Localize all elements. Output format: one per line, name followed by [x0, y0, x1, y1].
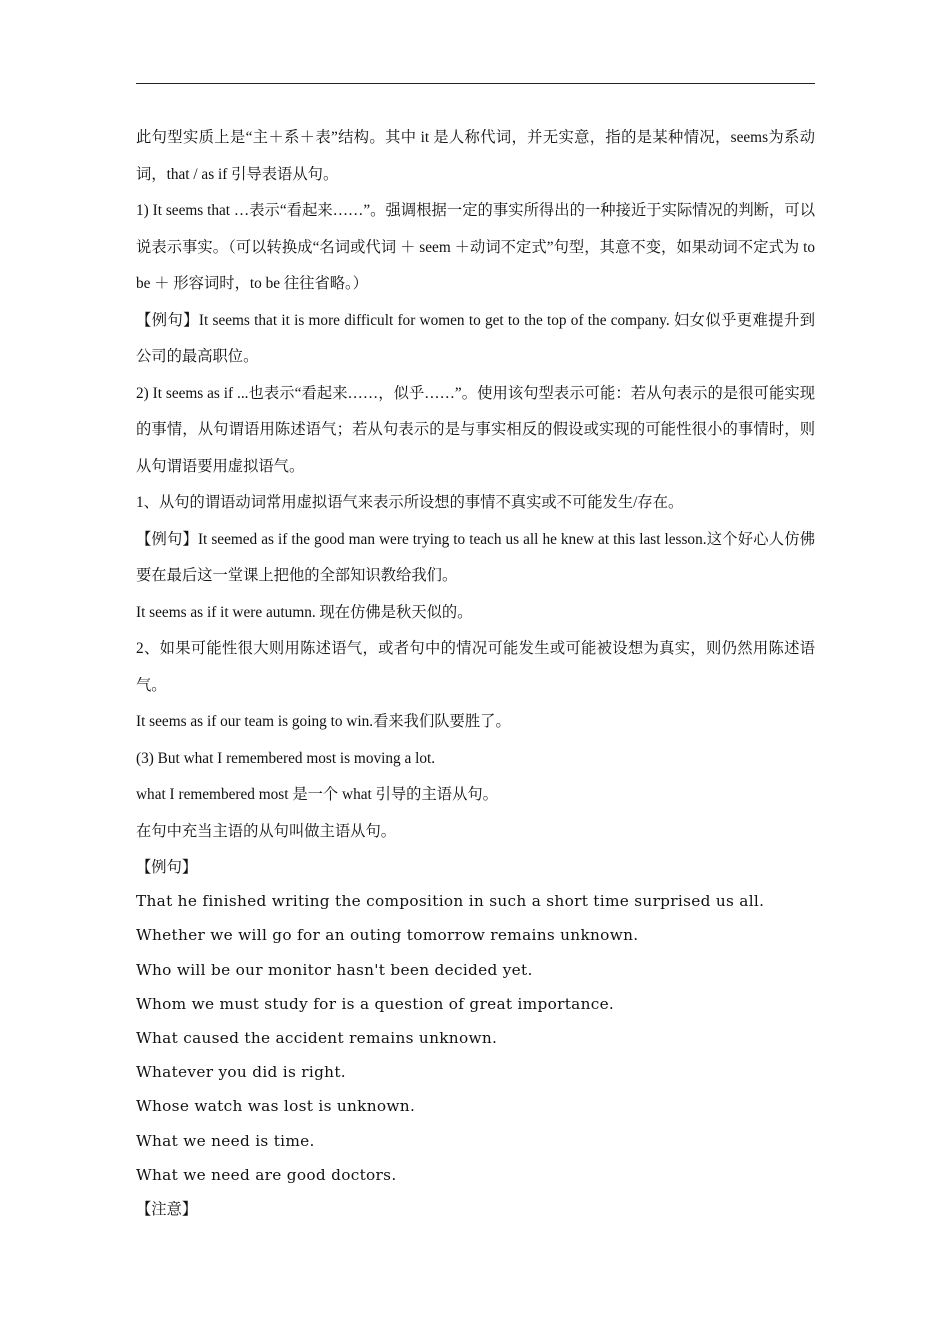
paragraph-example-1: 【例句】It seems that it is more difficult for women to get to the top of the company. 妇女似乎更难提升到公司的最高职位。 [136, 311, 815, 365]
paragraph-subject-clause-definition: 在句中充当主语的从句叫做主语从句。 [136, 822, 397, 840]
example-sentence: Whom we must study for is a question of great importance. [136, 994, 615, 1013]
note-heading: 【注意】 [136, 1199, 198, 1218]
paragraph-it-seems-that: 1) It seems that …表示“看起来……”。强调根据一定的事实所得出的一种接近于实际情况的判断，可以说表示事实。（可以转换成“名词或代词 ＋ seem ＋动词不定式”句型，其意不变，如果动词不定式为 to be ＋ 形容词时，to be 往往省略。） [136, 202, 815, 292]
document-body [136, 120, 815, 1226]
paragraph-it-seems-as-if: 2) It seems as if ...也表示“看起来……，似乎……”。使用该句型表示可能：若从句表示的是很可能实现的事情，从句谓语用陈述语气；若从句表示的是与事实相反的假设或实现的可能性很小的事情时，则从句谓语要用虚拟语气。 [136, 384, 815, 475]
paragraph-rule-2: 2、如果可能性很大则用陈述语气，或者句中的情况可能发生或可能被设想为真实，则仍然用陈述语气。 [136, 640, 815, 694]
example-heading: 【例句】 [136, 858, 198, 876]
paragraph-section-3: (3) But what I remembered most is moving a lot. [136, 749, 436, 767]
example-sentence: That he finished writing the composition in such a short time surprised us all. [136, 892, 765, 911]
example-sentence: What we need are good doctors. [136, 1165, 397, 1184]
example-sentence: Whatever you did is right. [136, 1063, 346, 1082]
example-sentence: Who will be our monitor hasn't been decided yet. [136, 960, 533, 979]
example-sentence: Whose watch was lost is unknown. [136, 1097, 416, 1116]
paragraph-example-2: 【例句】It seemed as if the good man were trying to teach us all he knew at this last lesson.这个好心人仿佛要在最后这一堂课上把他的全部知识教给我们。 [136, 530, 815, 584]
paragraph-example-4: It seems as if our team is going to win.看来我们队要胜了。 [136, 713, 511, 730]
example-sentence: What we need is time. [136, 1131, 315, 1150]
example-sentence: Whether we will go for an outing tomorrow remains unknown. [136, 926, 639, 945]
header-rule [136, 83, 815, 84]
paragraph-example-3: It seems as if it were autumn. 现在仿佛是秋天似的。 [136, 603, 473, 621]
paragraph-rule-1: 1、从句的谓语动词常用虚拟语气来表示所设想的事情不真实或不可能发生/存在。 [136, 494, 684, 511]
paragraph-sentence-pattern: 此句型实质上是“主＋系＋表”结构。其中 it 是人称代词，并无实意，指的是某种情况，seems为系动词，that / as if 引导表语从句。 [136, 129, 815, 183]
paragraph-subject-clause-note: what I remembered most 是一个 what 引导的主语从句。 [136, 786, 498, 803]
example-sentence: What caused the accident remains unknown. [136, 1028, 498, 1047]
